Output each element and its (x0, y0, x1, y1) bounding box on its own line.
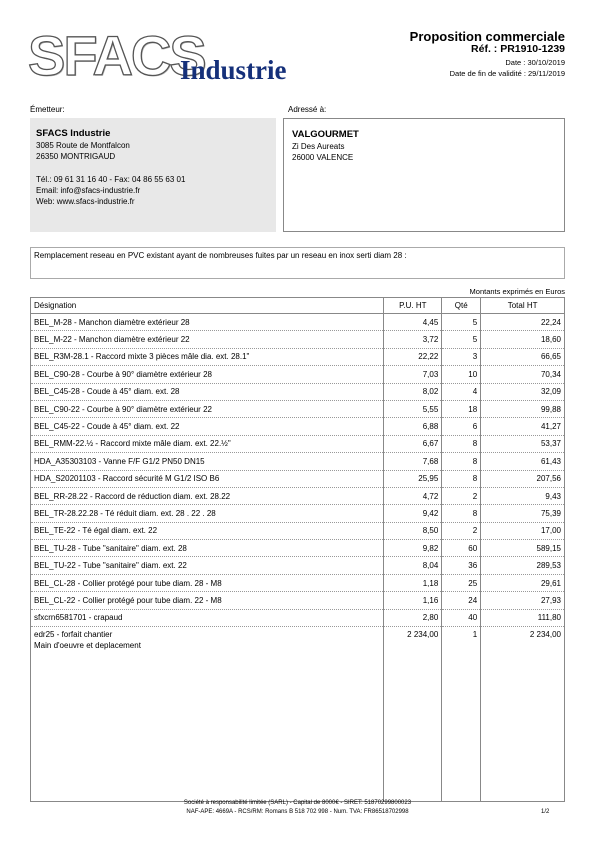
table-row (31, 540, 565, 557)
cell-unit-price: 9,42 (384, 505, 442, 522)
cell-total: 99,88 (481, 400, 565, 417)
table-row (31, 505, 565, 522)
table-row (31, 435, 565, 452)
cell-total: 41,27 (481, 418, 565, 435)
table-row (31, 627, 565, 802)
cell-total: 2 234,00 (481, 627, 565, 802)
cell-quantity: 5 (442, 331, 481, 348)
cell-quantity: 5 (442, 314, 481, 331)
cell-quantity: 36 (442, 557, 481, 574)
cell-quantity: 1 (442, 627, 481, 802)
header-quantity: Qté (442, 298, 481, 314)
emitter-city: 26350 MONTRIGAUD (36, 152, 116, 161)
table-header-row (31, 298, 565, 314)
proposal-description: Remplacement reseau en PVC existant ayant de nombreuses fuites par un reseau en inox serti diam 28 : (30, 247, 565, 279)
cell-designation: HDA_A35303103 - Vanne F/F G1/2 PN50 DN15 (31, 453, 384, 470)
emitter-phone: Tél.: 09 61 31 16 40 - Fax: 04 86 55 63 01 (36, 175, 186, 184)
cell-total: 207,56 (481, 470, 565, 487)
table-row (31, 314, 565, 331)
cell-total: 61,43 (481, 453, 565, 470)
header-total: Total HT (481, 298, 565, 314)
cell-designation-title: edr25 - forfait chantier (34, 630, 113, 640)
emitter-label: Émetteur: (30, 105, 65, 114)
cell-unit-price: 9,82 (384, 540, 442, 557)
cell-designation: BEL_TE-22 - Té égal diam. ext. 22 (31, 522, 384, 539)
cell-designation: BEL_RR-28.22 - Raccord de réduction diam. ext. 28.22 (31, 487, 384, 504)
emitter-name: SFACS Industrie (36, 128, 111, 139)
logo-brand: SFACS (28, 24, 205, 87)
document-title: Proposition commerciale (409, 29, 565, 44)
cell-total: 18,60 (481, 331, 565, 348)
cell-unit-price: 7,68 (384, 453, 442, 470)
cell-unit-price: 7,03 (384, 366, 442, 383)
footer-legal-line-1: Société à responsabilité limitée (SARL) - Capital de 8000€ - SIRET: 51870299800023 (183, 800, 412, 806)
cell-designation: BEL_C90-28 - Courbe à 90° diamètre extérieur 28 (31, 366, 384, 383)
table-row (31, 383, 565, 400)
cell-designation: BEL_M-28 - Manchon diamètre extérieur 28 (31, 314, 384, 331)
cell-quantity: 2 (442, 487, 481, 504)
cell-quantity: 8 (442, 453, 481, 470)
table-row (31, 574, 565, 591)
cell-unit-price: 25,95 (384, 470, 442, 487)
table-row (31, 418, 565, 435)
cell-designation: BEL_CL-28 - Collier protégé pour tube diam. 28 - M8 (31, 574, 384, 591)
table-row (31, 522, 565, 539)
recipient-box (283, 118, 565, 232)
cell-total: 22,24 (481, 314, 565, 331)
cell-unit-price: 6,88 (384, 418, 442, 435)
footer-legal-line-2: NAF-APE: 4669A - RCS/RM: Romans B 518 702 998 - Num. TVA: FR86518702998 (186, 809, 409, 815)
cell-designation: BEL_C45-22 - Coude à 45° diam. ext. 22 (31, 418, 384, 435)
cell-total: 17,00 (481, 522, 565, 539)
cell-designation: sfxcrn6581701 - crapaud (31, 609, 384, 626)
cell-quantity: 2 (442, 522, 481, 539)
table-row (31, 592, 565, 609)
cell-designation: BEL_TU-22 - Tube "sanitaire" diam. ext. 22 (31, 557, 384, 574)
cell-quantity: 10 (442, 366, 481, 383)
cell-quantity: 3 (442, 348, 481, 365)
cell-quantity: 6 (442, 418, 481, 435)
table-row (31, 331, 565, 348)
cell-total: 75,39 (481, 505, 565, 522)
cell-unit-price: 8,02 (384, 383, 442, 400)
cell-unit-price: 4,72 (384, 487, 442, 504)
cell-total: 29,61 (481, 574, 565, 591)
emitter-web: Web: www.sfacs-industrie.fr (36, 197, 135, 206)
recipient-name: VALGOURMET (292, 129, 359, 140)
cell-total: 27,93 (481, 592, 565, 609)
cell-total: 53,37 (481, 435, 565, 452)
cell-quantity: 24 (442, 592, 481, 609)
cell-unit-price: 8,04 (384, 557, 442, 574)
cell-unit-price: 5,55 (384, 400, 442, 417)
header-unit-price: P.U. HT (384, 298, 442, 314)
cell-unit-price: 22,22 (384, 348, 442, 365)
cell-unit-price: 6,67 (384, 435, 442, 452)
currency-note: Montants exprimés en Euros (469, 287, 565, 296)
cell-total: 289,53 (481, 557, 565, 574)
items-table (30, 297, 565, 802)
cell-quantity: 8 (442, 505, 481, 522)
cell-designation: BEL_TR-28.22.28 - Té réduit diam. ext. 28 . 22 . 28 (31, 505, 384, 522)
recipient-city: 26000 VALENCE (292, 153, 354, 162)
cell-designation-note: Main d'oeuvre et deplacement (34, 641, 141, 651)
table-row (31, 453, 565, 470)
cell-quantity: 4 (442, 383, 481, 400)
cell-total: 66,65 (481, 348, 565, 365)
cell-designation (31, 627, 384, 802)
recipient-street: Zi Des Aureats (292, 142, 345, 151)
document-reference: Réf. : PR1910-1239 (471, 43, 565, 55)
cell-quantity: 8 (442, 435, 481, 452)
validity-date: Date de fin de validité : 29/11/2019 (449, 69, 565, 78)
cell-total: 589,15 (481, 540, 565, 557)
table-row (31, 470, 565, 487)
cell-total: 70,34 (481, 366, 565, 383)
table-row (31, 366, 565, 383)
page-number: 1/2 (541, 809, 550, 815)
table-row (31, 487, 565, 504)
cell-total: 111,80 (481, 609, 565, 626)
company-logo (28, 24, 318, 87)
cell-unit-price: 1,18 (384, 574, 442, 591)
emitter-box (30, 118, 276, 232)
cell-quantity: 18 (442, 400, 481, 417)
cell-total: 9,43 (481, 487, 565, 504)
table-row (31, 557, 565, 574)
cell-designation: BEL_R3M-28.1 - Raccord mixte 3 pièces mâle dia. ext. 28.1" (31, 348, 384, 365)
cell-total: 32,09 (481, 383, 565, 400)
cell-unit-price: 2 234,00 (384, 627, 442, 802)
cell-unit-price: 2,80 (384, 609, 442, 626)
cell-quantity: 60 (442, 540, 481, 557)
cell-designation: BEL_TU-28 - Tube "sanitaire" diam. ext. 28 (31, 540, 384, 557)
header-designation: Désignation (31, 298, 384, 314)
cell-designation: BEL_M-22 - Manchon diamètre extérieur 22 (31, 331, 384, 348)
cell-unit-price: 4,45 (384, 314, 442, 331)
cell-designation: BEL_RMM-22.½ - Raccord mixte mâle diam. ext. 22.½" (31, 435, 384, 452)
table-row (31, 609, 565, 626)
table-row (31, 400, 565, 417)
emitter-street: 3085 Route de Montfalcon (36, 141, 130, 150)
cell-unit-price: 8,50 (384, 522, 442, 539)
cell-quantity: 40 (442, 609, 481, 626)
cell-designation: HDA_S20201103 - Raccord sécurité M G1/2 ISO B6 (31, 470, 384, 487)
cell-quantity: 25 (442, 574, 481, 591)
table-row (31, 348, 565, 365)
cell-designation: BEL_C90-22 - Courbe à 90° diamètre extérieur 22 (31, 400, 384, 417)
recipient-label: Adressé à: (288, 105, 327, 114)
cell-unit-price: 3,72 (384, 331, 442, 348)
logo-subtitle: Industrie (180, 55, 287, 85)
emitter-email: Email: info@sfacs-industrie.fr (36, 186, 141, 195)
cell-quantity: 8 (442, 470, 481, 487)
cell-unit-price: 1,16 (384, 592, 442, 609)
document-date: Date : 30/10/2019 (505, 58, 565, 67)
cell-designation: BEL_CL-22 - Collier protégé pour tube diam. 22 - M8 (31, 592, 384, 609)
cell-designation: BEL_C45-28 - Coude à 45° diam. ext. 28 (31, 383, 384, 400)
